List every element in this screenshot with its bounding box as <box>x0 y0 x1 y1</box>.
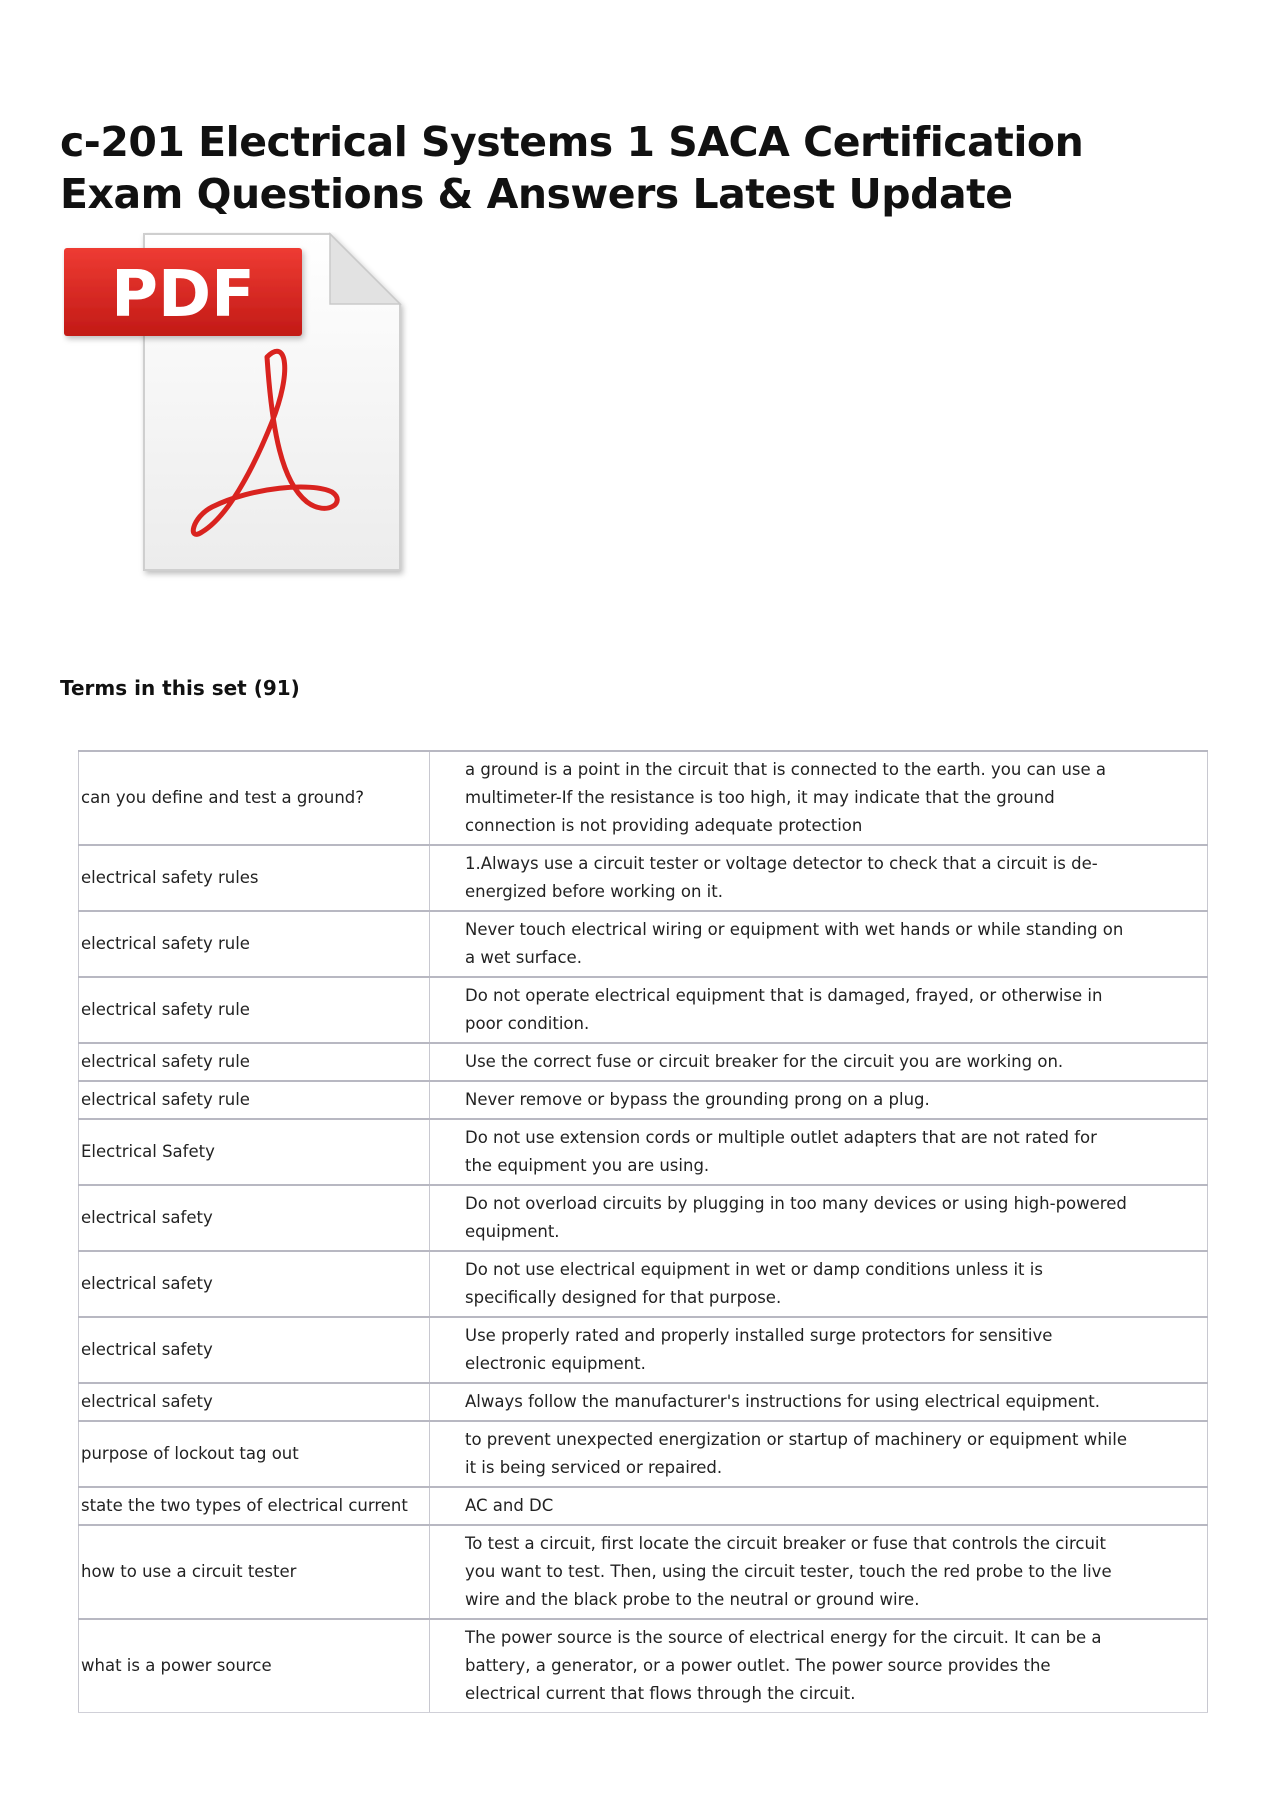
definition-cell: Do not operate electrical equipment that is damaged, frayed, or otherwise in poor condition. <box>430 977 1208 1043</box>
table-row <box>79 1081 1208 1119</box>
term-cell: electrical safety rule <box>79 1081 430 1119</box>
term-cell: state the two types of electrical current <box>79 1487 430 1525</box>
table-row <box>79 751 1208 845</box>
table-row <box>79 1421 1208 1487</box>
definition-cell: a ground is a point in the circuit that is connected to the earth. you can use a multimeter-If the resistance is too high, it may indicate that the ground connection is not providing adequate protection <box>430 751 1208 845</box>
definition-cell: Do not use electrical equipment in wet or damp conditions unless it is specifically designed for that purpose. <box>430 1251 1208 1317</box>
table-row <box>79 1619 1208 1713</box>
definition-cell: Never touch electrical wiring or equipment with wet hands or while standing on a wet surface. <box>430 911 1208 977</box>
definition-cell: Do not use extension cords or multiple outlet adapters that are not rated for the equipment you are using. <box>430 1119 1208 1185</box>
table-row <box>79 1383 1208 1421</box>
table-row <box>79 1043 1208 1081</box>
term-cell: electrical safety rule <box>79 1043 430 1081</box>
definition-cell: To test a circuit, first locate the circuit breaker or fuse that controls the circuit you want to test. Then, using the circuit tester, touch the red probe to the live wire and the black probe to the neutral or ground wire. <box>430 1525 1208 1619</box>
table-row <box>79 911 1208 977</box>
table-row <box>79 1525 1208 1619</box>
term-cell: how to use a circuit tester <box>79 1525 430 1619</box>
term-cell: Electrical Safety <box>79 1119 430 1185</box>
term-cell: electrical safety rule <box>79 911 430 977</box>
definition-cell: Use the correct fuse or circuit breaker for the circuit you are working on. <box>430 1043 1208 1081</box>
term-cell: electrical safety rule <box>79 977 430 1043</box>
pdf-label: PDF <box>111 258 255 332</box>
pdf-file-icon <box>62 232 412 582</box>
definition-cell: AC and DC <box>430 1487 1208 1525</box>
table-row <box>79 1487 1208 1525</box>
definition-cell: Use properly rated and properly installed surge protectors for sensitive electronic equipment. <box>430 1317 1208 1383</box>
term-cell: can you define and test a ground? <box>79 751 430 845</box>
terms-table <box>78 750 1208 1713</box>
term-cell: electrical safety <box>79 1251 430 1317</box>
definition-cell: Never remove or bypass the grounding prong on a plug. <box>430 1081 1208 1119</box>
term-cell: electrical safety <box>79 1185 430 1251</box>
table-row <box>79 1119 1208 1185</box>
definition-cell: to prevent unexpected energization or startup of machinery or equipment while it is being serviced or repaired. <box>430 1421 1208 1487</box>
document-title: c-201 Electrical Systems 1 SACA Certification Exam Questions & Answers Latest Update <box>60 118 1084 218</box>
definition-cell: The power source is the source of electrical energy for the circuit. It can be a battery, a generator, or a power outlet. The power source provides the electrical current that flows through the circuit. <box>430 1619 1208 1713</box>
term-cell: electrical safety <box>79 1383 430 1421</box>
term-cell: what is a power source <box>79 1619 430 1713</box>
definition-cell: 1.Always use a circuit tester or voltage detector to check that a circuit is de-energized before working on it. <box>430 845 1208 911</box>
term-cell: purpose of lockout tag out <box>79 1421 430 1487</box>
terms-count-heading: Terms in this set (91) <box>60 676 300 700</box>
definition-cell: Always follow the manufacturer's instructions for using electrical equipment. <box>430 1383 1208 1421</box>
table-row <box>79 977 1208 1043</box>
table-row <box>79 1185 1208 1251</box>
table-row <box>79 1251 1208 1317</box>
term-cell: electrical safety rules <box>79 845 430 911</box>
table-row <box>79 1317 1208 1383</box>
term-cell: electrical safety <box>79 1317 430 1383</box>
table-row <box>79 845 1208 911</box>
definition-cell: Do not overload circuits by plugging in too many devices or using high-powered equipment. <box>430 1185 1208 1251</box>
